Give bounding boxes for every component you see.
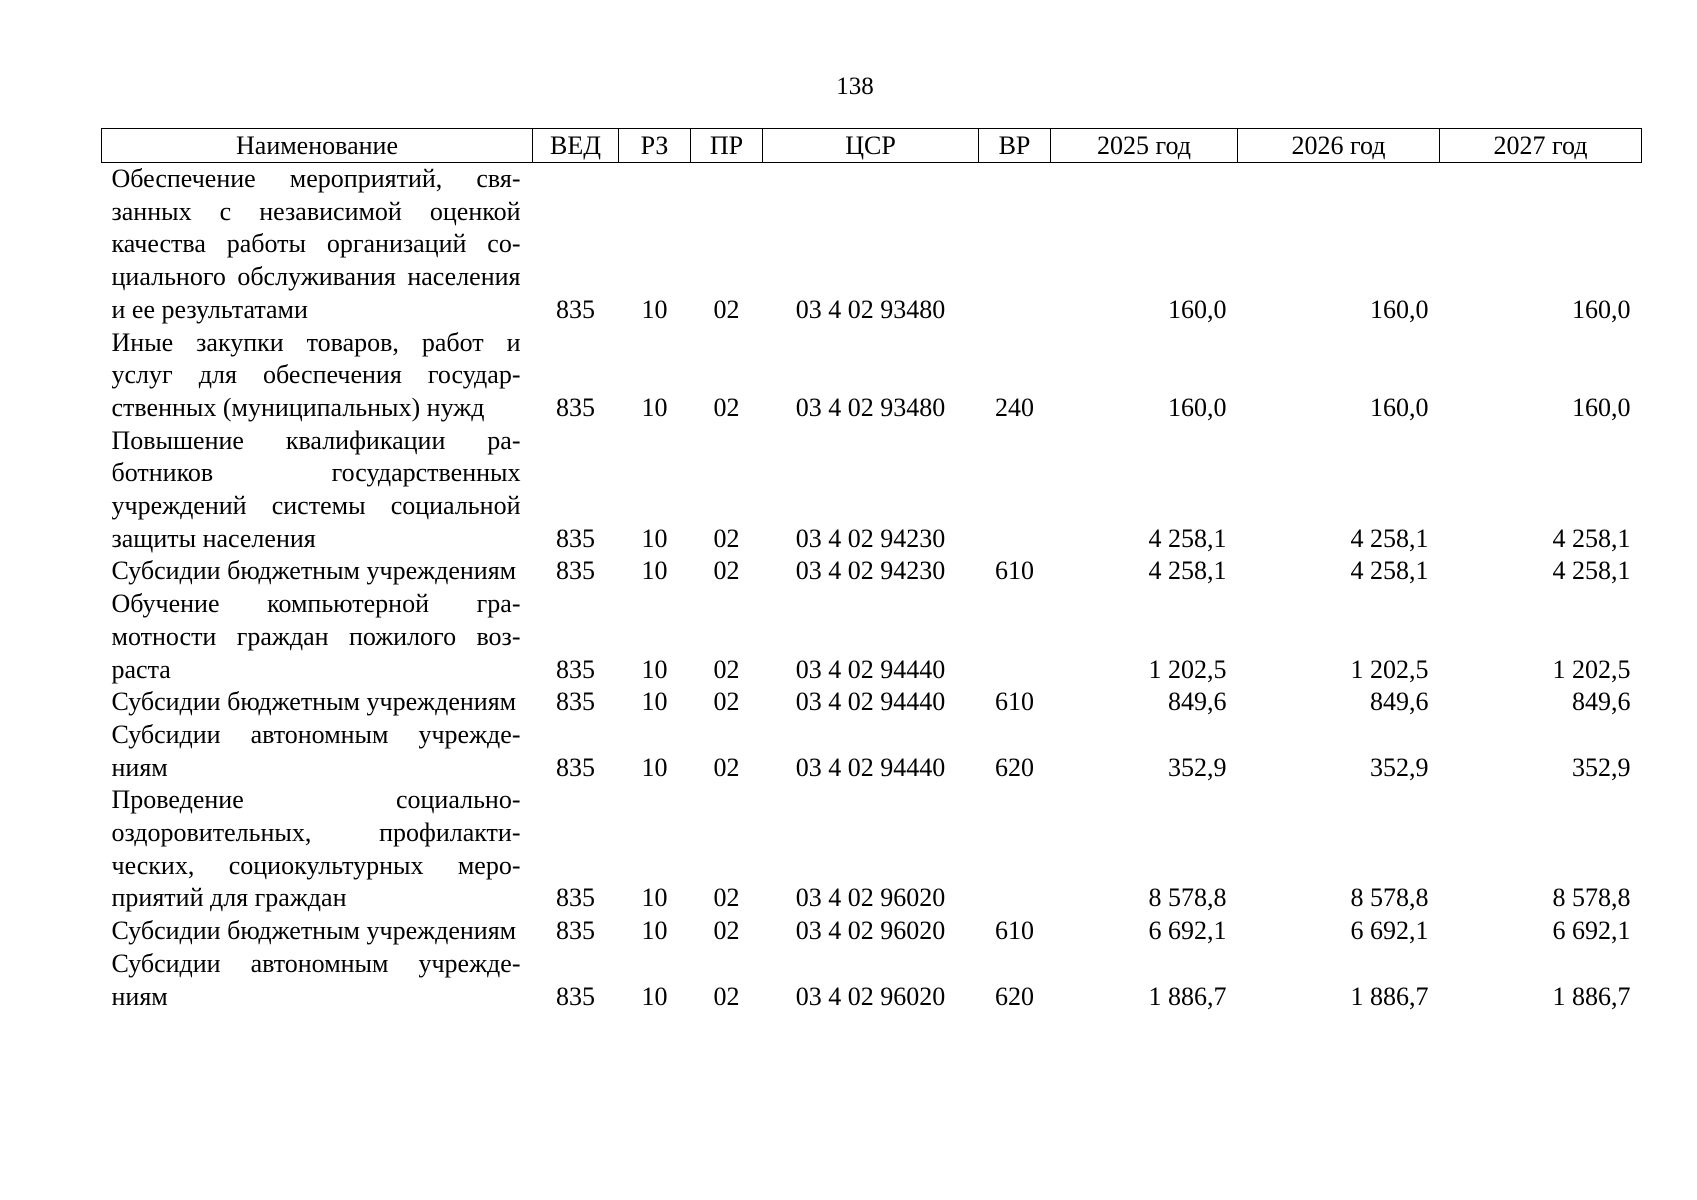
row-vr: 620 — [995, 981, 1034, 1011]
row-ved: 835 — [556, 916, 595, 946]
row-pr: 02 — [713, 392, 740, 422]
row-csr: 03 4 02 96020 — [795, 916, 946, 946]
row-pr: 02 — [713, 752, 740, 782]
row-rz: 10 — [641, 654, 668, 684]
row-csr: 03 4 02 94440 — [795, 687, 946, 717]
table-row — [102, 719, 1642, 784]
row-2027: 8 578,8 — [1552, 883, 1631, 913]
row-2025: 6 692,1 — [1148, 916, 1227, 946]
row-2026: 1 886,7 — [1350, 981, 1429, 1011]
header-name: Наименование — [102, 129, 533, 163]
row-vr: 610 — [995, 916, 1034, 946]
row-2026: 8 578,8 — [1350, 883, 1429, 913]
table-row — [102, 948, 1642, 1013]
page-number: 138 — [836, 73, 874, 100]
header-2027: 2027 год — [1440, 129, 1642, 163]
row-name: Проведение социально-оздоровительных, профилактических, социокультурных мероприятий для граждан — [111, 785, 521, 913]
row-2025: 849,6 — [1168, 687, 1227, 717]
row-csr: 03 4 02 94440 — [795, 752, 946, 782]
row-csr: 03 4 02 94230 — [795, 523, 946, 553]
table-row — [102, 686, 1642, 719]
row-2026: 4 258,1 — [1350, 556, 1429, 586]
row-2027: 4 258,1 — [1552, 556, 1631, 586]
row-2025: 4 258,1 — [1148, 556, 1227, 586]
row-rz: 10 — [641, 981, 668, 1011]
row-csr: 03 4 02 96020 — [795, 981, 946, 1011]
row-pr: 02 — [713, 294, 740, 324]
row-2026: 352,9 — [1370, 752, 1429, 782]
row-name: Иные закупки товаров, работ и услуг для обеспечения государственных (муниципальных) нужд — [111, 327, 521, 422]
header-2025: 2025 год — [1051, 129, 1238, 163]
row-2027: 352,9 — [1572, 752, 1631, 782]
table-row — [102, 784, 1642, 915]
row-2026: 4 258,1 — [1350, 523, 1429, 553]
table-row — [102, 915, 1642, 948]
row-vr: 610 — [995, 687, 1034, 717]
row-rz: 10 — [641, 294, 668, 324]
row-2026: 160,0 — [1370, 392, 1429, 422]
header-vr: ВР — [979, 129, 1051, 163]
row-name: Повышение квалификации работников государственных учреждений системы социальной защиты населения — [111, 425, 521, 553]
row-csr: 03 4 02 94440 — [795, 654, 946, 684]
row-name: Субсидии бюджетным учреждениям — [111, 687, 517, 717]
row-2027: 160,0 — [1572, 294, 1631, 324]
table-body — [102, 163, 1642, 1014]
row-2027: 849,6 — [1572, 687, 1631, 717]
row-vr — [979, 425, 1051, 556]
row-2025: 1 202,5 — [1148, 654, 1227, 684]
row-csr: 03 4 02 93480 — [795, 294, 946, 324]
row-ved: 835 — [556, 523, 595, 553]
header-csr: ЦСР — [763, 129, 979, 163]
budget-table — [101, 128, 1642, 1013]
header-ved: ВЕД — [533, 129, 619, 163]
row-ved: 835 — [556, 556, 595, 586]
row-2027: 4 258,1 — [1552, 523, 1631, 553]
row-csr: 03 4 02 93480 — [795, 392, 946, 422]
table-row — [102, 588, 1642, 686]
row-pr: 02 — [713, 981, 740, 1011]
row-2025: 1 886,7 — [1148, 981, 1227, 1011]
row-rz: 10 — [641, 392, 668, 422]
row-rz: 10 — [641, 523, 668, 553]
table-row — [102, 425, 1642, 556]
row-vr — [979, 784, 1051, 915]
row-2027: 1 202,5 — [1552, 654, 1631, 684]
row-name: Субсидии автономным учреждениям — [111, 719, 521, 782]
row-name: Обучение компьютерной грамотности граждан пожилого возраста — [111, 589, 521, 684]
row-2025: 160,0 — [1168, 294, 1227, 324]
row-pr: 02 — [713, 687, 740, 717]
row-ved: 835 — [556, 392, 595, 422]
row-rz: 10 — [641, 916, 668, 946]
row-name: Обеспечение мероприятий, связанных с независимой оценкой качества работы организаций социального обслуживания населения и ее результатами — [111, 164, 521, 324]
row-pr: 02 — [713, 523, 740, 553]
header-2026: 2026 год — [1238, 129, 1440, 163]
row-2025: 8 578,8 — [1148, 883, 1227, 913]
table-row — [102, 163, 1642, 327]
row-pr: 02 — [713, 916, 740, 946]
row-csr: 03 4 02 96020 — [795, 883, 946, 913]
row-pr: 02 — [713, 556, 740, 586]
row-2025: 352,9 — [1168, 752, 1227, 782]
row-name: Субсидии бюджетным учреждениям — [111, 556, 517, 586]
row-ved: 835 — [556, 883, 595, 913]
row-name: Субсидии автономным учреждениям — [111, 948, 521, 1011]
row-rz: 10 — [641, 556, 668, 586]
row-2027: 6 692,1 — [1552, 916, 1631, 946]
row-2025: 4 258,1 — [1148, 523, 1227, 553]
row-vr — [979, 588, 1051, 686]
row-2026: 6 692,1 — [1350, 916, 1429, 946]
row-rz: 10 — [641, 883, 668, 913]
row-vr: 620 — [995, 752, 1034, 782]
row-vr — [979, 163, 1051, 327]
header-pr: ПР — [691, 129, 763, 163]
row-name: Субсидии бюджетным учреждениям — [111, 916, 517, 946]
row-pr: 02 — [713, 883, 740, 913]
row-csr: 03 4 02 94230 — [795, 556, 946, 586]
row-2025: 160,0 — [1168, 392, 1227, 422]
row-2026: 849,6 — [1370, 687, 1429, 717]
row-ved: 835 — [556, 294, 595, 324]
row-2027: 1 886,7 — [1552, 981, 1631, 1011]
row-ved: 835 — [556, 687, 595, 717]
row-ved: 835 — [556, 752, 595, 782]
table-header-row — [102, 129, 1642, 163]
row-2026: 1 202,5 — [1350, 654, 1429, 684]
table-row — [102, 555, 1642, 588]
row-vr: 240 — [995, 392, 1034, 422]
row-ved: 835 — [556, 981, 595, 1011]
row-rz: 10 — [641, 752, 668, 782]
row-pr: 02 — [713, 654, 740, 684]
row-ved: 835 — [556, 654, 595, 684]
row-rz: 10 — [641, 687, 668, 717]
row-vr: 610 — [995, 556, 1034, 586]
header-rz: РЗ — [619, 129, 691, 163]
row-2027: 160,0 — [1572, 392, 1631, 422]
table-row — [102, 327, 1642, 425]
row-2026: 160,0 — [1370, 294, 1429, 324]
